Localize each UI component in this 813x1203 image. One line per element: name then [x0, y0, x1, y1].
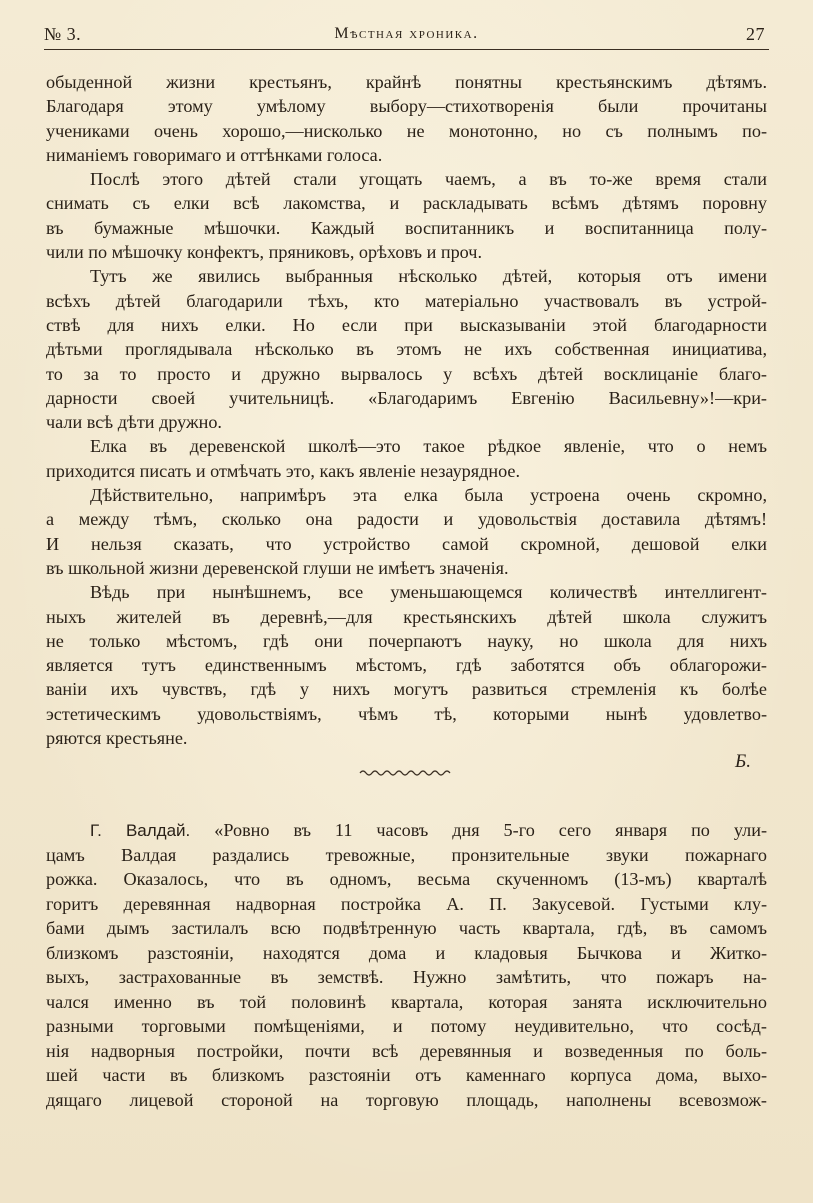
text-line: Елка въ деревенской школѣ—это такое рѣдкое явленіе, что о немъ: [90, 436, 767, 457]
text-line: ниманіемъ говоримаго и оттѣнками голоса.: [46, 144, 383, 165]
issue-number: № 3.: [44, 24, 82, 44]
text-line: а между тѣмъ, сколько она радости и удовольствія доставила дѣтямъ!: [46, 509, 767, 530]
text-line: всѣхъ дѣтей благодарили тѣхъ, кто матеріально участвовалъ въ устрой-: [46, 290, 767, 311]
text-line: дарности своей учительницѣ. «Благодаримъ Евгенію Васильевну»!—кри-: [46, 387, 767, 408]
text-line: ныхъ жителей въ деревнѣ,—для крестьянскихъ дѣтей школа служитъ: [46, 606, 767, 627]
text-line: не только мѣстомъ, гдѣ они почерпаютъ науку, но школа для нихъ: [46, 630, 767, 651]
page-header: [44, 24, 769, 46]
text-line: чили по мѣшочку конфектъ, пряниковъ, орѣховъ и проч.: [46, 242, 482, 263]
section-title: Мѣстная хроника.: [334, 25, 479, 42]
text-line: Вѣдь при нынѣшнемъ, все уменьшающемся количествѣ интеллигент-: [90, 582, 767, 603]
page-number: 27: [746, 24, 765, 44]
text-line: дѣтьми проглядывала нѣсколько въ этомъ не ихъ собственная инициатива,: [46, 339, 767, 360]
text-line: является тутъ единственнымъ мѣстомъ, гдѣ заботятся объ облагорожи-: [46, 655, 767, 676]
text-line: снимать съ елки всѣ лакомства, и раскладывать всѣмъ дѣтямъ поровну: [46, 193, 767, 214]
text-line: [46, 818, 767, 843]
text-line: ряются крестьяне.: [46, 728, 188, 749]
text-line: обыденной жизни крестьянъ, крайнѣ понятны крестьянскимъ дѣтямъ.: [46, 72, 767, 92]
text-line: учениками очень хорошо,—нисколько не монотонно, но съ полнымъ по-: [46, 120, 767, 141]
article-valdai-fire: [46, 818, 767, 1112]
text-line: въ бумажные мѣшочки. Каждый воспитанникъ и воспитанница полу-: [46, 217, 767, 238]
text-line: дящаго лицевой стороной на торговую площадь, наполнены всевозмож-: [46, 1089, 767, 1110]
text-line: Послѣ этого дѣтей стали угощать чаемъ, а въ то-же время стали: [90, 169, 767, 190]
text-line: чался именно въ той половинѣ квартала, которая занята исключительно: [46, 991, 767, 1012]
text-line: И нельзя сказать, что устройство самой скромной, дешовой елки: [46, 533, 767, 554]
text-line: эстетическимъ удовольствіямъ, чѣмъ тѣ, которыми нынѣ удовлетво-: [46, 703, 767, 724]
text-line: шей части въ близкомъ разстояніи отъ каменнаго корпуса дома, выхо-: [46, 1065, 767, 1085]
text-line: близкомъ разстояніи, находятся дома и кладовыя Бычкова и Житко-: [46, 942, 767, 963]
text-line: рожка. Оказалось, что въ одномъ, весьма скученномъ (13-мъ) кварталѣ: [46, 869, 767, 889]
text-line: чали всѣ дѣти дружно.: [46, 412, 222, 433]
article-school-christmas-tree: [46, 70, 767, 776]
ornamental-divider: [358, 768, 454, 778]
text-line: въ школьной жизни деревенской глуши не имѣетъ значенія.: [46, 557, 509, 578]
text-line: цамъ Валдая раздались тревожные, пронзительные звуки пожарнаго: [46, 844, 767, 865]
text-line: выхъ, застрахованные въ земствѣ. Нужно замѣтить, что пожаръ на-: [46, 967, 767, 987]
text-line: разными торговыми помѣщеніями, и потому неудивительно, что сосѣд-: [46, 1016, 767, 1036]
header-rule: [44, 49, 769, 50]
text-line-rest: «Ровно въ 11 часовъ дня 5-го сего января по ули-: [214, 820, 767, 840]
text-line: Тутъ же явились выбранныя нѣсколько дѣтей, которыя отъ имени: [90, 266, 767, 287]
text-line: нія надворныя постройки, почти всѣ деревянныя и возведенныя по боль-: [46, 1040, 767, 1061]
text-line: ствѣ для нихъ елки. Но если при высказываніи этой благодарности: [46, 314, 767, 335]
text-line: горитъ деревянная надворная постройка А. П. Закусевой. Густыми клу-: [46, 893, 767, 914]
text-line: то за то просто и дружно вырвалось у всѣхъ дѣтей восклицаніе благо-: [46, 363, 767, 384]
text-line: Дѣйствительно, напримѣръ эта елка была устроена очень скромно,: [90, 485, 767, 506]
text-line: приходится писать и отмѣчать это, какъ явленіе незаурядное.: [46, 460, 521, 481]
text-line: бами дымъ застилалъ всю подвѣтренную часть квартала, гдѣ, въ самомъ: [46, 918, 767, 938]
author-signature: Б.: [735, 751, 751, 773]
text-line: Благодаря этому умѣлому выбору—стихотворенія были прочитаны: [46, 96, 767, 117]
text-line: ваніи ихъ чувствъ, гдѣ у нихъ могутъ развиться стремленія къ болѣе: [46, 679, 767, 700]
place-name: Г. Валдай.: [90, 821, 191, 840]
